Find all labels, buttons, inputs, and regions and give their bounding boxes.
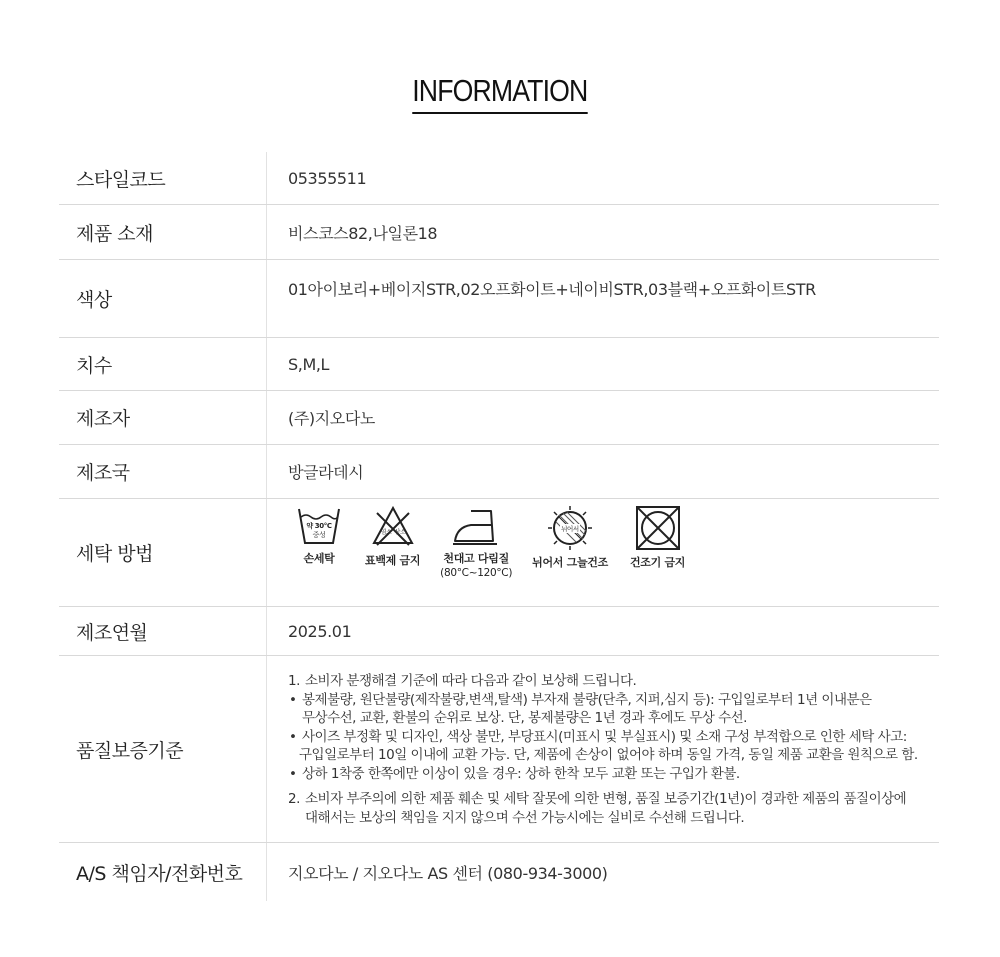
iron-temperature: (80°C~120°C): [440, 567, 513, 579]
quality-item-2-line-1: 소비자 부주의에 의한 제품 훼손 및 세탁 잘못에 의한 변형, 품질 보증기간(1년)이 경과한 제품의 품질이상에: [305, 791, 907, 807]
row-maker: [59, 391, 939, 445]
list-number: 2.: [288, 791, 300, 807]
country-value: 방글라데시: [288, 463, 364, 482]
quality-value: [267, 656, 939, 842]
maker-value: (주)지오다노: [288, 409, 375, 428]
list-number: 1.: [288, 673, 300, 689]
care-item-iron: [440, 505, 512, 581]
shade-dry-label: 뉘어서 그늘건조: [532, 556, 608, 569]
iron-icon: [451, 505, 501, 547]
row-style-code: [59, 152, 939, 205]
row-as: [59, 843, 939, 901]
hand-wash-temp: 약 30°C: [306, 522, 332, 530]
page-title: INFORMATION: [412, 72, 587, 114]
hand-wash-label: 손세탁: [303, 552, 335, 565]
care-item-shade-dry: [532, 505, 608, 570]
quality-bullet-3-text: 상하 1착중 한쪽에만 이상이 있을 경우: 상하 한착 모두 교환 또는 구입가 환불.: [302, 765, 740, 782]
iron-label: [440, 551, 512, 581]
row-date: [59, 607, 939, 656]
quality-bullet-1-line-2: 무상수선, 교환, 환불의 순위로 보상. 단, 봉제불량은 1년 경과 후에도 무상 수선.: [302, 710, 747, 726]
row-label: A/S 책임자/전화번호: [59, 843, 267, 901]
row-size: [59, 338, 939, 391]
row-washing: [59, 499, 939, 607]
care-icons: [267, 499, 939, 606]
row-color: [59, 260, 939, 338]
quality-bullet-1-line-1: 봉제불량, 원단불량(제작불량,변색,탈색) 부자재 불량(단추, 지퍼,심지 등): 구입일로부터 1년 이내분은: [302, 691, 872, 708]
quality-item-2: [288, 790, 918, 809]
quality-item-2-line-2: 대해서는 보상의 책임을 지지 않으며 수선 가능시에는 실비로 수선해 드립니다.: [305, 809, 745, 826]
hand-wash-icon: [297, 505, 341, 547]
title-wrap: [0, 72, 1000, 114]
row-country: [59, 445, 939, 499]
row-label: 제조자: [59, 391, 267, 444]
row-label: 제품 소재: [59, 205, 267, 259]
info-table: [59, 152, 939, 901]
bullet: •: [289, 728, 297, 745]
no-tumble-dry-icon: [635, 505, 681, 551]
row-label: 제조국: [59, 445, 267, 498]
color-value: 01아이보리+베이지STR,02오프화이트+네이비STR,03블랙+오프화이트STR: [288, 280, 816, 299]
quality-bullet-2-line-2: 구입일로부터 10일 이내에 교환 가능. 단, 제품에 손상이 없어야 하며 동일 가격, 동일 제품 교환을 원칙으로 함.: [299, 747, 918, 763]
quality-bullet-2-line-1: 사이즈 부정확 및 디자인, 색상 불만, 부당표시(미표시 및 부실표시) 및 소재 구성 부적합으로 인한 세탁 사고:: [302, 728, 907, 745]
hand-wash-detergent: 중성: [312, 531, 326, 539]
row-label: 품질보증기준: [59, 656, 267, 842]
bullet: •: [289, 765, 297, 782]
quality-item-1-text: 소비자 분쟁해결 기준에 따라 다음과 같이 보상해 드립니다.: [305, 673, 637, 689]
care-item-no-bleach: [365, 505, 420, 568]
no-bleach-label: 표백제 금지: [365, 554, 421, 567]
quality-bullet-2: [288, 728, 918, 765]
row-material: [59, 205, 939, 260]
row-label: 색상: [59, 260, 267, 337]
row-label: 스타일코드: [59, 152, 267, 204]
no-bleach-icon: [371, 505, 415, 549]
no-tumble-dry-label: 건조기 금지: [629, 556, 686, 569]
date-value: 2025.01: [288, 621, 352, 641]
bullet: •: [289, 691, 297, 708]
material-value: 비스코스82,나일론18: [288, 223, 438, 243]
size-value: S,M,L: [288, 354, 330, 374]
row-label: 제조연월: [59, 607, 267, 655]
care-item-no-tumble-dry: [630, 505, 685, 570]
shade-dry-text: 뉘어서: [561, 525, 579, 533]
row-label: 세탁 방법: [59, 499, 267, 606]
no-bleach-chlorine: 염소: [380, 529, 391, 536]
care-item-hand-wash: [297, 505, 341, 566]
no-bleach-oxygen: 산소: [394, 529, 405, 536]
shade-dry-flat-icon: [547, 505, 593, 551]
row-quality: [59, 656, 939, 843]
quality-text: [288, 656, 918, 839]
quality-item-1: [288, 672, 918, 691]
style-code-value: 05355511: [288, 168, 367, 188]
as-value: 지오다노 / 지오다노 AS 센터 (080-934-3000): [288, 863, 608, 883]
iron-label-text: 천대고 다림질: [443, 552, 509, 565]
quality-bullet-1: [288, 691, 918, 728]
quality-bullet-3: [288, 765, 918, 784]
row-label: 치수: [59, 338, 267, 390]
